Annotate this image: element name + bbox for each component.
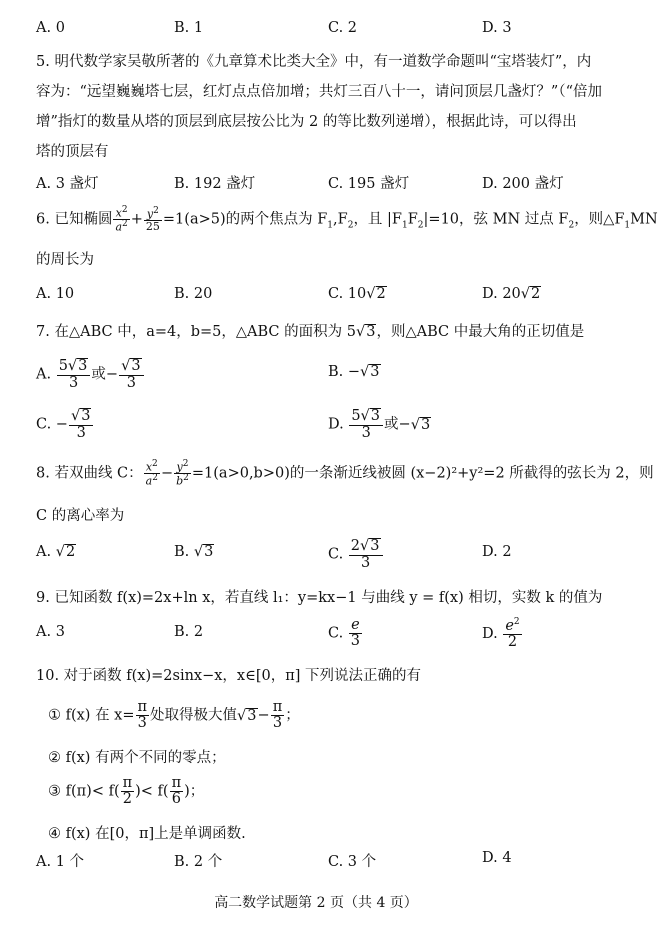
q9-line-1: 9. 已知函数 f(x)=2x+ln x，若直线 l₁：y=kx−1 与曲线 y = f(x) 相切，实数 k 的值为 [36,590,603,606]
q10-option-a: A. 1 个 [36,854,85,870]
q4-options [36,20,608,42]
q5-line-4: 塔的顶层有 [36,144,109,160]
q6-option-b: B. 20 [174,286,213,302]
q6-option-d: D. 20√2 [482,286,541,302]
q5-options [36,172,608,194]
q5-option-c: C. 195 盏灯 [328,176,410,192]
q5-option-a: A. 3 盏灯 [36,176,99,192]
q10-option-d: D. 4 [482,850,512,866]
q4-option-b: B. 1 [174,20,204,36]
fraction: $\frac{y^2}{b^2}$ [176,459,189,488]
q10-statement-2: ② f(x) 有两个不同的零点； [48,750,226,766]
q10-option-b: B. 2 个 [174,854,223,870]
q4-option-d: D. 3 [482,20,512,36]
fraction: $\frac{y^2}{25}$ [145,205,160,234]
page-footer: 高二数学试题第 2 页（共 4 页） [214,895,418,911]
q9-options [36,618,608,654]
q6-option-a: A. 10 [36,286,75,302]
q6-option-c: C. 10√2 [328,286,386,302]
q5-line-1: 5. 明代数学家吴敬所著的《九章算术比类大全》中，有一道数学命题叫“宝塔装灯”，内 [36,54,592,70]
q5-option-d: D. 200 盏灯 [482,176,564,192]
q6-options [36,286,608,308]
q8-option-b: B. √3 [174,544,214,560]
q8-line-2: C 的离心率为 [36,508,125,524]
q5-option-b: B. 192 盏灯 [174,176,256,192]
q7-options-ab [36,358,608,394]
q9-option-d: D. $\frac{e^2}{2}$ [482,617,520,651]
q10-statement-1: ① f(x) 在 x= $\frac{\pi}{3}$ 处取得极大值√3− $\frac{\pi}{3}$ ； [48,699,300,732]
q10-statement-3: ③ f(π)< f( $\frac{\pi}{2}$ )< f( $\frac{\pi}{6}$ )； [48,775,205,808]
q4-option-c: C. 2 [328,20,358,36]
q8-option-a: A. √2 [36,544,76,560]
q7-option-d: D. $\frac{5√3}{3}$ 或−√3 [328,408,431,441]
fraction: $\frac{x^2}{a^2}$ [115,205,128,234]
q6-line-2: 的周长为 [36,252,94,268]
q10-options [36,850,608,872]
q5-line-3: 增”指灯的数量从塔的顶层到底层按公比为 2 的等比数列递增），根据此诗，可以得出 [36,114,577,130]
q9-option-a: A. 3 [36,624,65,640]
fraction: $\frac{x^2}{a^2}$ [145,459,158,488]
q8-option-d: D. 2 [482,544,512,560]
q6-line-1: 6. 已知椭圆 $\frac{x^2}{a^2}$ + $\frac{y^2}{25}$ =1(a>5)的两个焦点为 $F_1,F_2$，且 $|F_1F_2|=10$，弦 MN 过点 $F_2$，则$\triangle F_1MN$ [36,205,658,234]
q7-option-a: A. $\frac{5√3}{3}$ 或− $\frac{√3}{3}$ [36,358,145,391]
q7-options-cd [36,408,608,444]
q9-option-c: C. $\frac{e}{3}$ [328,617,361,650]
q8-line-1: 8. 若双曲线 C： $\frac{x^2}{a^2}$ − $\frac{y^2}{b^2}$ =1(a>0,b>0)的一条渐近线被圆 (x−2)²+y²=2 所截得的弦长为 2，则 [36,459,654,488]
q7-line-1: 7. 在△ABC 中，a=4，b=5，△ABC 的面积为 5√3，则△ABC 中最大角的正切值是 [36,324,585,340]
q9-option-b: B. 2 [174,624,204,640]
q10-option-c: C. 3 个 [328,854,377,870]
q10-statement-4: ④ f(x) 在[0，π]上是单调函数. [48,826,246,842]
q8-options [36,538,608,572]
q4-option-a: A. 0 [36,20,65,36]
q5-line-2: 容为：“远望巍巍塔七层，红灯点点倍加增；共灯三百八十一，请问顶层几盏灯？”（“倍加 [36,84,602,100]
q10-line-1: 10. 对于函数 f(x)=2sinx−x，x∈[0，π] 下列说法正确的有 [36,668,422,684]
q7-option-c: C. − $\frac{√3}{3}$ [36,408,94,441]
q7-option-b: B. −√3 [328,364,380,380]
q8-option-c: C. $\frac{2√3}{3}$ [328,538,384,571]
